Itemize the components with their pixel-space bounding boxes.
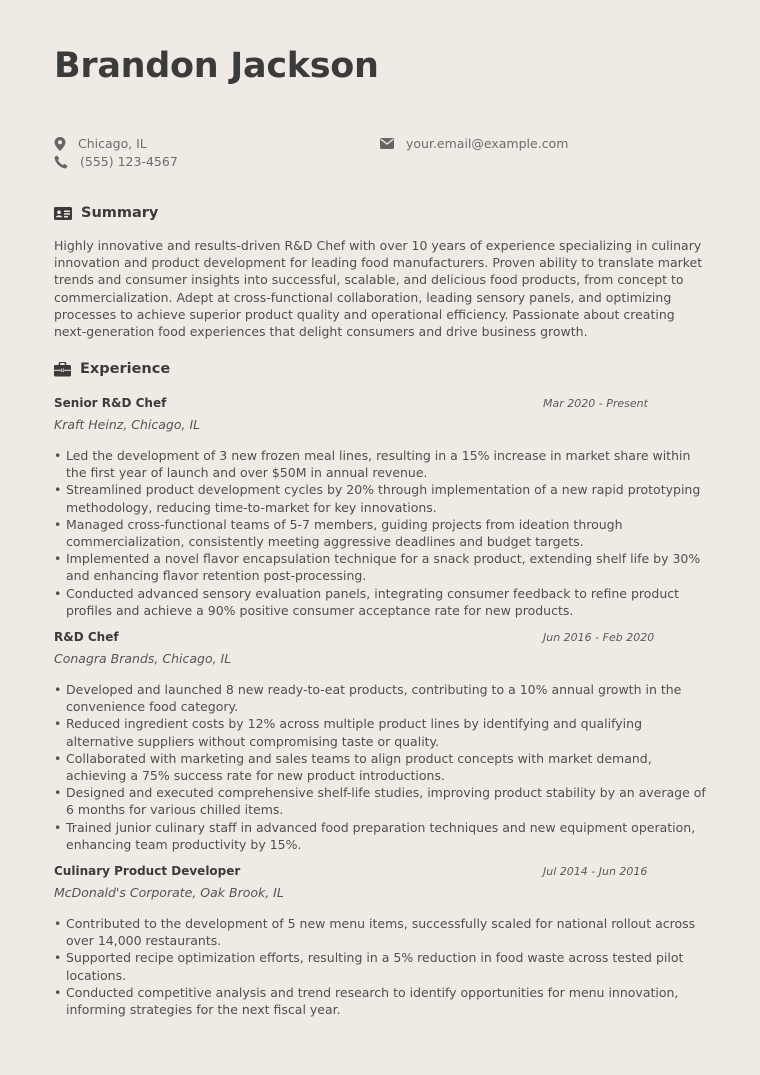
briefcase-icon: [54, 362, 71, 377]
job-bullet: • Trained junior culinary staff in advanced food preparation techniques and new equipment operation, enhancing team productivity by 15%.: [54, 819, 709, 853]
id-card-icon: [54, 207, 72, 220]
contact-location: [54, 136, 147, 151]
job-bullet: • Supported recipe optimization efforts, resulting in a 5% reduction in food waste across tested pilot locations.: [54, 949, 709, 983]
summary-heading: [54, 205, 158, 221]
candidate-name: Brandon Jackson: [54, 46, 379, 86]
job-bullet: • Implemented a novel flavor encapsulation technique for a snack product, extending shelf life by 30% and enhancing flavor retention post-processing.: [54, 550, 709, 584]
job-title: R&D Chef: [54, 630, 119, 644]
location-text: Chicago, IL: [78, 136, 147, 151]
job-bullet: • Collaborated with marketing and sales teams to align product concepts with market demand, achieving a 75% success rate for new product introductions.: [54, 750, 709, 784]
job-bullet: • Conducted competitive analysis and trend research to identify opportunities for menu innovation, informing strategies for the next fiscal year.: [54, 984, 709, 1018]
job-title: Senior R&D Chef: [54, 396, 167, 410]
job-company: McDonald's Corporate, Oak Brook, IL: [54, 885, 284, 900]
job-dates: Jun 2016 - Feb 2020: [543, 631, 655, 644]
job-bullet: • Reduced ingredient costs by 12% across multiple product lines by identifying and qualifying alternative suppliers without compromising taste or quality.: [54, 715, 709, 749]
job-bullet: • Managed cross-functional teams of 5-7 members, guiding projects from ideation through commercialization, consistently meeting aggressive deadlines and budget targets.: [54, 516, 709, 550]
phone-icon: [54, 155, 68, 169]
job-dates: Mar 2020 - Present: [543, 397, 648, 410]
job-bullets: [54, 681, 709, 853]
experience-heading: [54, 361, 170, 377]
job-dates: Jul 2014 - Jun 2016: [543, 865, 648, 878]
map-pin-icon: [54, 137, 66, 151]
job-company: Conagra Brands, Chicago, IL: [54, 651, 232, 666]
summary-text: Highly innovative and results-driven R&D Chef with over 10 years of experience specializing in culinary innovation and product development for leading food manufacturers. Proven ability to translate market trends and consumer insights into successful, scalable, and delicious food products, from concept to commercialization. Adept at cross-functional collaboration, leading sensory panels, and optimizing processes to achieve superior product quality and operational efficiency. Passionate about creating next-generation food experiences that delight consumers and drive business growth.: [54, 238, 703, 340]
summary-heading-text: Summary: [81, 205, 159, 221]
job-bullet: • Led the development of 3 new frozen meal lines, resulting in a 15% increase in market share within the first year of launch and over $50M in annual revenue.: [54, 447, 709, 481]
email-text: your.email@example.com: [406, 136, 569, 151]
job-bullets: [54, 447, 709, 619]
contact-phone: [54, 154, 178, 169]
phone-text: (555) 123-4567: [80, 154, 178, 169]
envelope-icon: [380, 138, 394, 149]
job-company: Kraft Heinz, Chicago, IL: [54, 417, 201, 432]
job-bullet: • Designed and executed comprehensive shelf-life studies, improving product stability by an average of 6 months for various chilled items.: [54, 784, 709, 818]
job-bullets: [54, 915, 709, 1018]
job-bullet: • Contributed to the development of 5 new menu items, successfully scaled for national rollout across over 14,000 restaurants.: [54, 915, 709, 949]
contact-email[interactable]: [380, 136, 568, 151]
job-bullet: • Streamlined product development cycles by 20% through implementation of a new rapid prototyping methodology, reducing time-to-market for key innovations.: [54, 481, 709, 515]
experience-heading-text: Experience: [80, 361, 171, 377]
job-bullet: • Developed and launched 8 new ready-to-eat products, contributing to a 10% annual growth in the convenience food category.: [54, 681, 709, 715]
job-bullet: • Conducted advanced sensory evaluation panels, integrating consumer feedback to refine product profiles and achieve a 90% positive consumer acceptance rate for new products.: [54, 585, 709, 619]
job-title: Culinary Product Developer: [54, 864, 241, 878]
